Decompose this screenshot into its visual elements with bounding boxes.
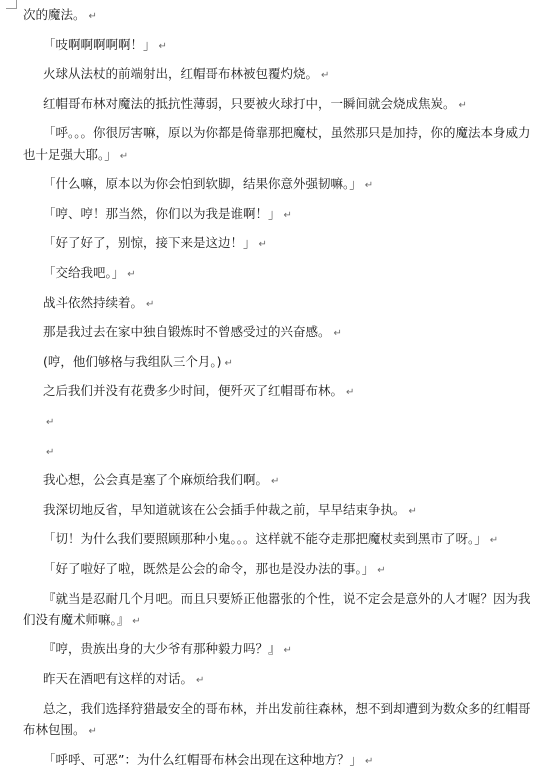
paragraph xyxy=(23,4,535,27)
paragraph-text: 「好了好了，别惊，接下来是这边！」 xyxy=(43,235,256,251)
paragraph-text: 「哼、哼！那当然，你们以为我是谁啊！」 xyxy=(43,205,281,221)
paragraph-mark-icon: ↵ xyxy=(46,417,55,429)
paragraph-text: (哼，他们够格与我组队三个月。) xyxy=(43,353,222,369)
paragraph-mark-icon: ↵ xyxy=(196,675,205,687)
paragraph xyxy=(23,638,535,661)
paragraph-mark-icon: ↵ xyxy=(333,328,342,340)
paragraph xyxy=(23,351,535,374)
paragraph-text: 我深切地反省，早知道就该在公会插手仲裁之前，早早结束争执。 xyxy=(43,501,406,517)
paragraph-mark-icon: ↵ xyxy=(489,535,499,547)
paragraph-text: 「什么嘛，原本以为你会怕到软脚，结果你意外强韧嘛。」 xyxy=(43,176,362,192)
paragraph-mark-icon: ↵ xyxy=(283,209,292,221)
paragraph-text: 之后我们并没有花费多少时间，便歼灭了红帽哥布林。 xyxy=(43,383,344,399)
paragraph xyxy=(23,698,535,743)
paragraph-mark-icon: ↵ xyxy=(88,725,97,737)
paragraph xyxy=(23,668,535,691)
paragraph-text: 总之，我们选择狩猎最安全的哥布林，并出发前往森林，想不到却遭到为数众多的红帽哥布林包围。 xyxy=(23,700,531,737)
empty-paragraph xyxy=(23,440,535,463)
paragraph-text: 「呼呼、可恶”：为什么红帽哥布林会出现在这种地方？」 xyxy=(43,751,362,767)
paragraph-text: 『哼，贵族出身的大少爷有那种毅力吗？』 xyxy=(43,641,281,657)
paragraph-mark-icon: ↵ xyxy=(146,298,155,310)
paragraph-mark-icon: ↵ xyxy=(46,446,55,458)
paragraph xyxy=(23,749,535,772)
paragraph-text: 次的魔法。 xyxy=(23,7,86,22)
document-body[interactable] xyxy=(23,4,535,778)
paragraph-mark-icon: ↵ xyxy=(283,645,292,657)
paragraph xyxy=(23,122,535,167)
paragraph xyxy=(23,63,535,86)
paragraph xyxy=(23,380,535,403)
paragraph-text: 「呼。。。你很厉害嘛，原以为你都是倚靠那把魔杖，虽然那只是加持，你的魔法本身威力也十足强大耶。」 xyxy=(23,125,531,162)
paragraph-mark-icon: ↵ xyxy=(458,99,467,111)
paragraph-mark-icon: ↵ xyxy=(119,150,129,162)
paragraph-mark-icon: ↵ xyxy=(321,70,330,82)
paragraph-mark-icon: ↵ xyxy=(271,476,280,488)
empty-paragraph xyxy=(23,410,535,433)
paragraph-mark-icon: ↵ xyxy=(364,755,374,767)
paragraph-mark-icon: ↵ xyxy=(408,505,417,517)
paragraph xyxy=(23,528,535,551)
paragraph xyxy=(23,321,535,344)
page-corner-mark xyxy=(6,0,17,9)
paragraph xyxy=(23,262,535,285)
paragraph-text: 「切！为什么我们要照顾那种小鬼。。。这样就不能夺走那把魔杖卖到黑市了呀。」 xyxy=(43,531,487,547)
paragraph xyxy=(23,499,535,522)
paragraph xyxy=(23,558,535,581)
paragraph xyxy=(23,469,535,492)
paragraph xyxy=(23,34,535,57)
paragraph-text: 红帽哥布林对魔法的抵抗性薄弱，只要被火球打中，一瞬间就会烧成焦炭。 xyxy=(43,95,456,111)
paragraph xyxy=(23,232,535,255)
paragraph-mark-icon: ↵ xyxy=(158,40,167,52)
paragraph-text: 『就当是忍耐几个月吧。而且只要矫正他嚣张的个性，说不定会是意外的人才喔？因为我们没有魔术师嘛。』 xyxy=(23,590,531,627)
paragraph-mark-icon: ↵ xyxy=(377,564,386,576)
paragraph-text: 我心想，公会真是塞了个麻烦给我们啊。 xyxy=(43,472,269,488)
paragraph-mark-icon: ↵ xyxy=(258,239,267,251)
paragraph-mark-icon: ↵ xyxy=(132,615,141,627)
paragraph-mark-icon: ↵ xyxy=(224,357,233,369)
paragraph-mark-icon: ↵ xyxy=(364,180,374,192)
paragraph-text: 昨天在酒吧有这样的对话。 xyxy=(43,671,194,687)
paragraph-mark-icon: ↵ xyxy=(88,11,97,22)
paragraph-text: 「好了啦好了啦，既然是公会的命令，那也是没办法的事。」 xyxy=(43,560,375,576)
paragraph-text: 「吱啊啊啊啊啊！」 xyxy=(43,36,156,52)
paragraph xyxy=(23,203,535,226)
paragraph-text: 「交给我吧。」 xyxy=(43,265,125,281)
paragraph xyxy=(23,292,535,315)
paragraph xyxy=(23,588,535,633)
paragraph-text: 火球从法杖的前端射出，红帽哥布林被包覆灼烧。 xyxy=(43,66,319,82)
paragraph-mark-icon: ↵ xyxy=(127,269,136,281)
paragraph-mark-icon: ↵ xyxy=(346,387,355,399)
paragraph xyxy=(23,173,535,196)
paragraph-text: 那是我过去在家中独自锻炼时不曾感受过的兴奋感。 xyxy=(43,324,331,340)
paragraph-text: 战斗依然持续着。 xyxy=(43,294,144,310)
paragraph xyxy=(23,93,535,116)
